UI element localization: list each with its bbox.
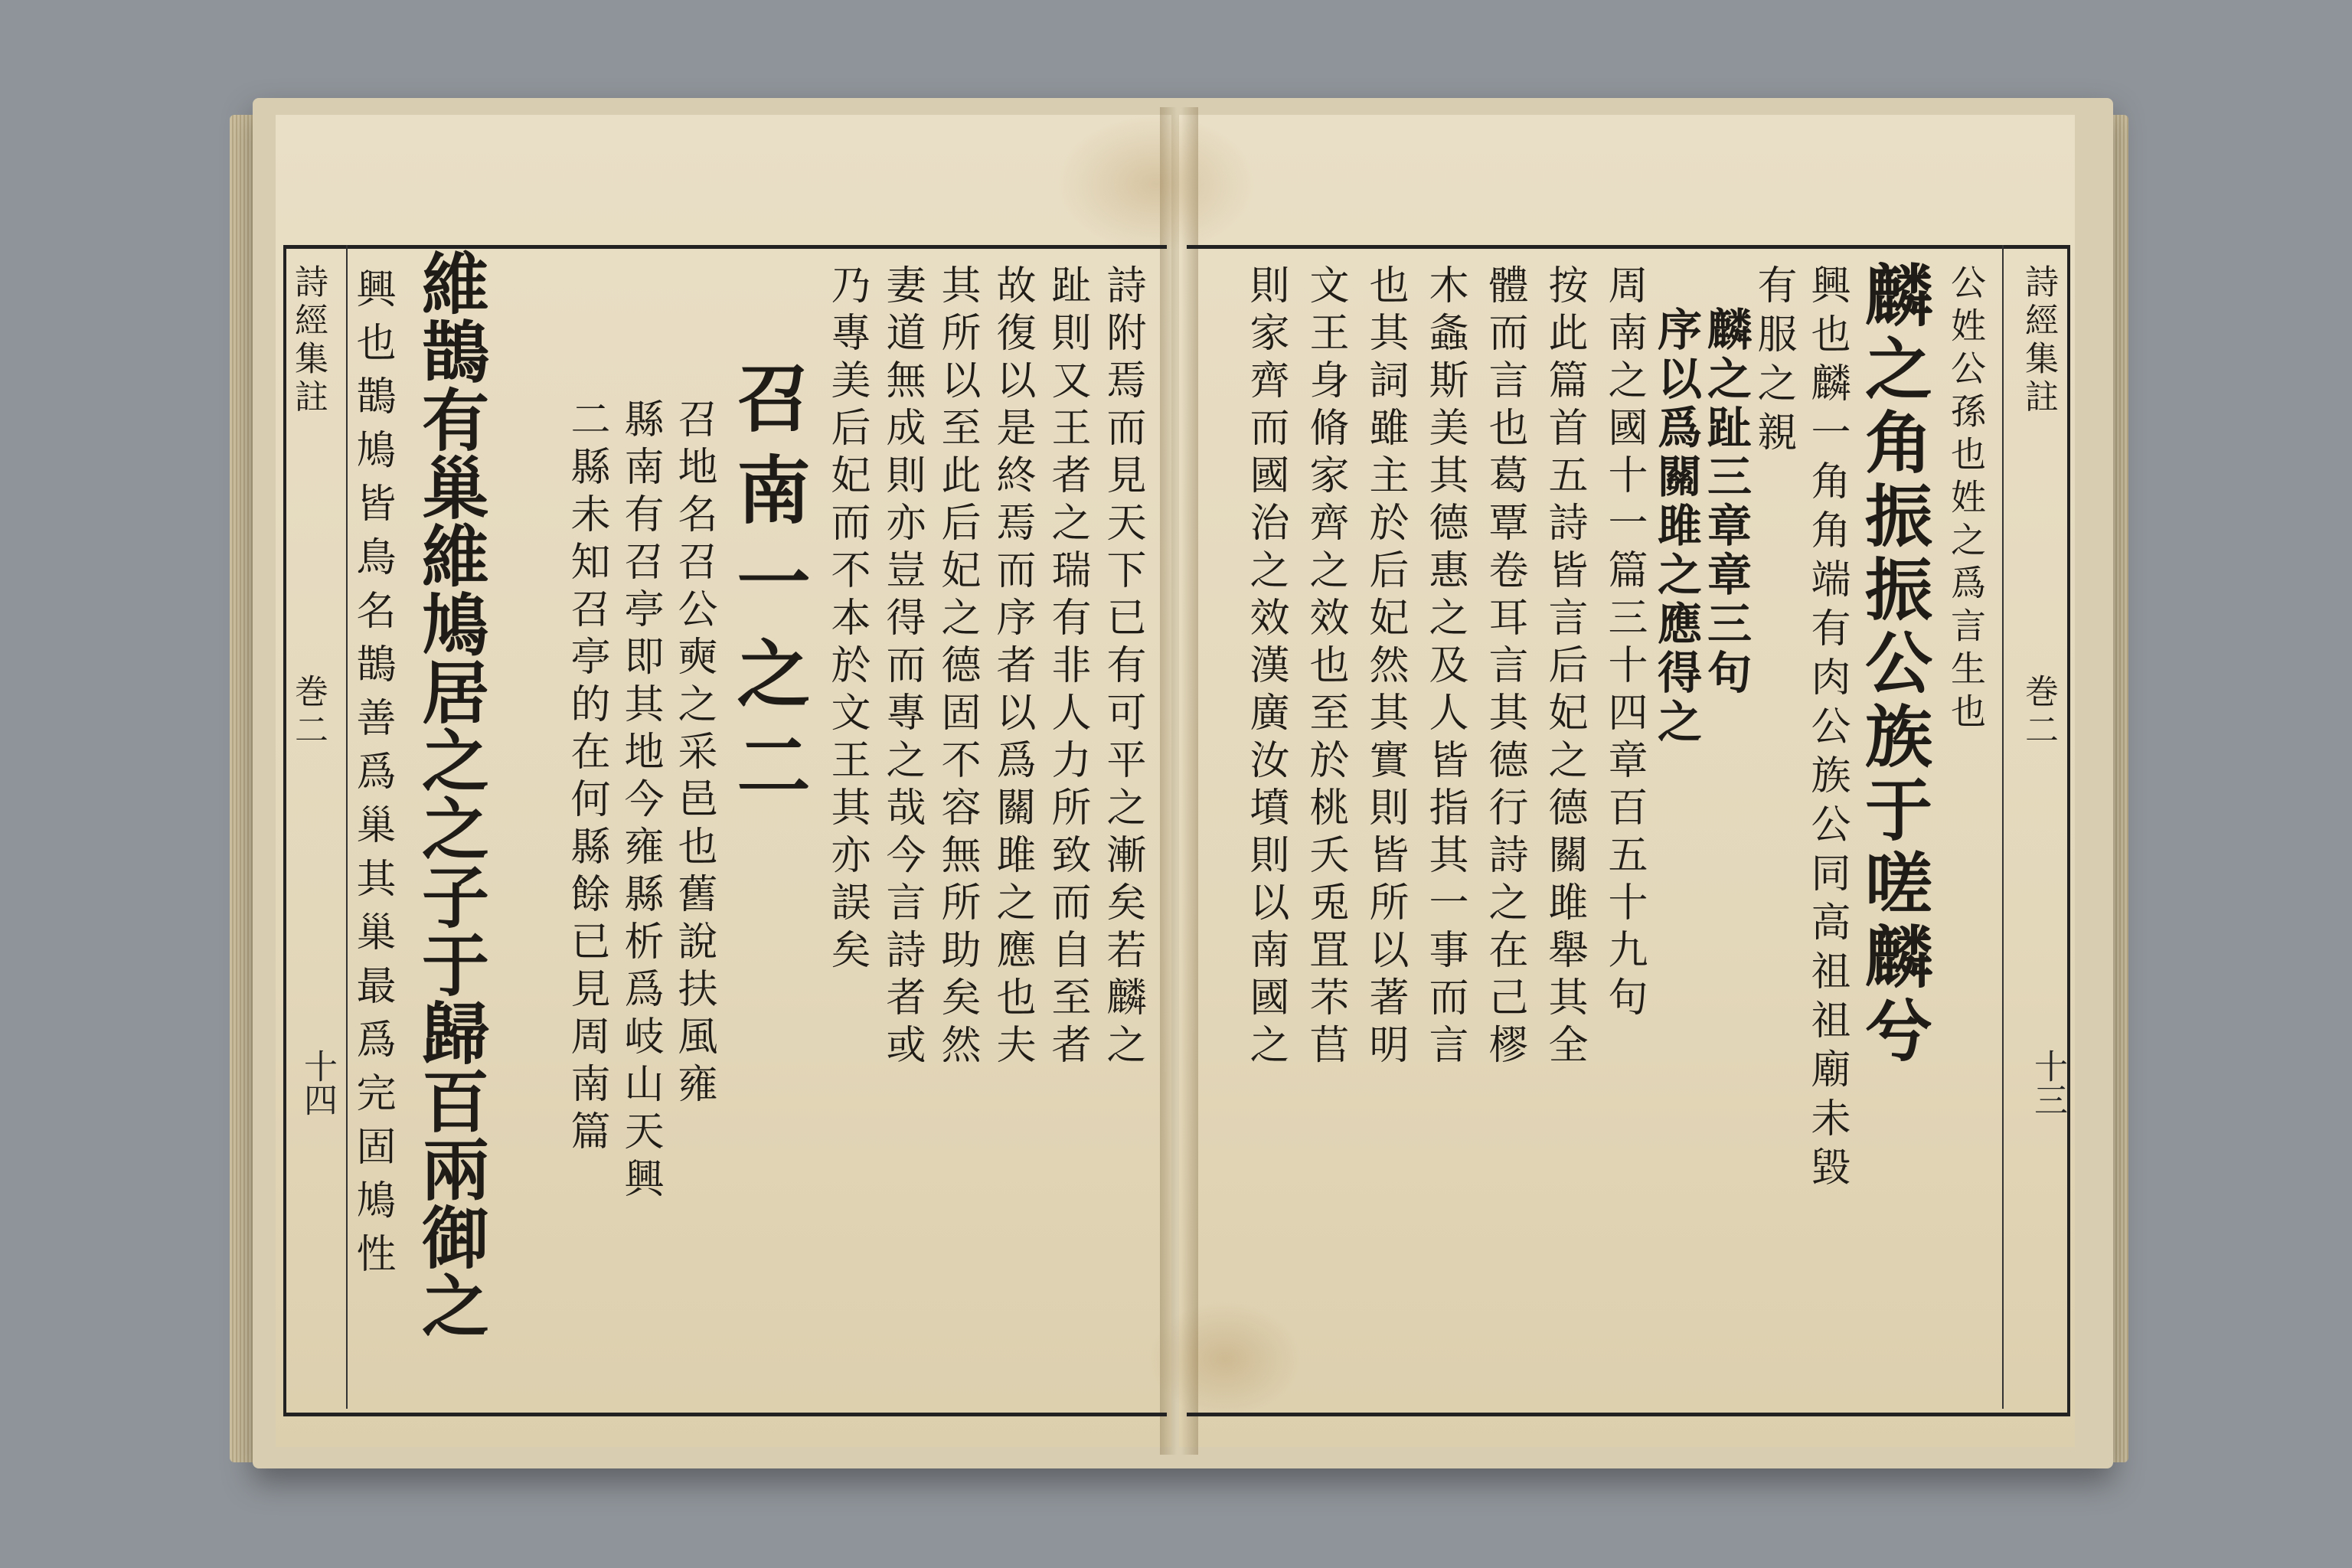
geo-note-column: 縣南有召亭即其地今雍縣析爲岐山天興 xyxy=(617,398,663,1205)
poem-note-que-chao: 興也鵲鳩皆鳥名鵲善爲巢其巢最爲完固鳩性 xyxy=(349,268,395,1286)
surname-note: 公姓公孫也姓之爲言生也 xyxy=(1945,264,1987,736)
right-margin-rule xyxy=(2002,245,2004,1409)
left-margin-title: 詩經集註 xyxy=(289,264,328,417)
right-margin-volume: 巻二 xyxy=(2019,674,2058,750)
commentary-column: 體而言也葛覃卷耳言其德行詩之在己樛 xyxy=(1481,264,1527,1071)
right-folio-number: 十三 xyxy=(2028,1049,2067,1116)
commentary-column: 按此篇首五詩皆言后妃之德關雎舉其全 xyxy=(1541,264,1587,1071)
paper-stain xyxy=(1057,115,1256,253)
poem-line-lin-zhi-jiao: 麟之角振振公族于嗟麟兮 xyxy=(1854,260,1934,1069)
geo-note-column: 召地名召公奭之采邑也舊說扶風雍 xyxy=(671,398,717,1110)
poem-line-que-chao: 維鵲有巢維鳩居之之子于歸百兩御之 xyxy=(411,249,491,1339)
preface-column: 其所以至此后妃之德固不容無所助矣然 xyxy=(934,264,980,1071)
preface-column: 妻道無成則亦豈得而專之哉今言詩者或 xyxy=(879,264,925,1071)
preface-note: 序以爲關雎之應得之 xyxy=(1650,306,1702,747)
commentary-column: 周南之國十一篇三十四章百五十九句 xyxy=(1601,264,1647,1024)
left-margin-volume: 巻二 xyxy=(289,674,328,750)
commentary-column: 也其詞雖主於后妃然其實則皆所以著明 xyxy=(1362,264,1408,1071)
preface-column: 趾則又王者之瑞有非人力所致而自至者 xyxy=(1044,264,1090,1071)
left-folio-number: 十四 xyxy=(298,1049,337,1116)
poem-note-continued: 有服之親 xyxy=(1750,264,1796,460)
geo-note-column: 二縣未知召亭的在何縣餘已見周南篇 xyxy=(564,398,609,1158)
preface-column: 故復以是終焉而序者以爲關雎之應也夫 xyxy=(989,264,1035,1071)
right-margin-title: 詩經集註 xyxy=(2019,264,2058,417)
section-title-shao-nan: 召南一之二 xyxy=(725,360,812,819)
poem-note-lin-zhi-jiao: 興也麟一角角端有肉公族公同高祖祖廟未毀 xyxy=(1804,264,1850,1195)
commentary-column: 則家齊而國治之效漢廣汝墳則以南國之 xyxy=(1243,264,1289,1071)
commentary-column: 文王身脩家齊之效也至於桃夭兎罝芣苢 xyxy=(1302,264,1348,1071)
preface-column: 詩附焉而見天下已有可平之漸矣若麟之 xyxy=(1099,264,1145,1071)
chapter-summary: 麟之趾三章章三句 xyxy=(1700,306,1752,698)
commentary-column: 木螽斯美其德惠之及人皆指其一事而言 xyxy=(1422,264,1468,1071)
preface-column: 乃專美后妃而不本於文王其亦誤矣 xyxy=(824,264,870,976)
left-margin-rule xyxy=(346,245,348,1409)
